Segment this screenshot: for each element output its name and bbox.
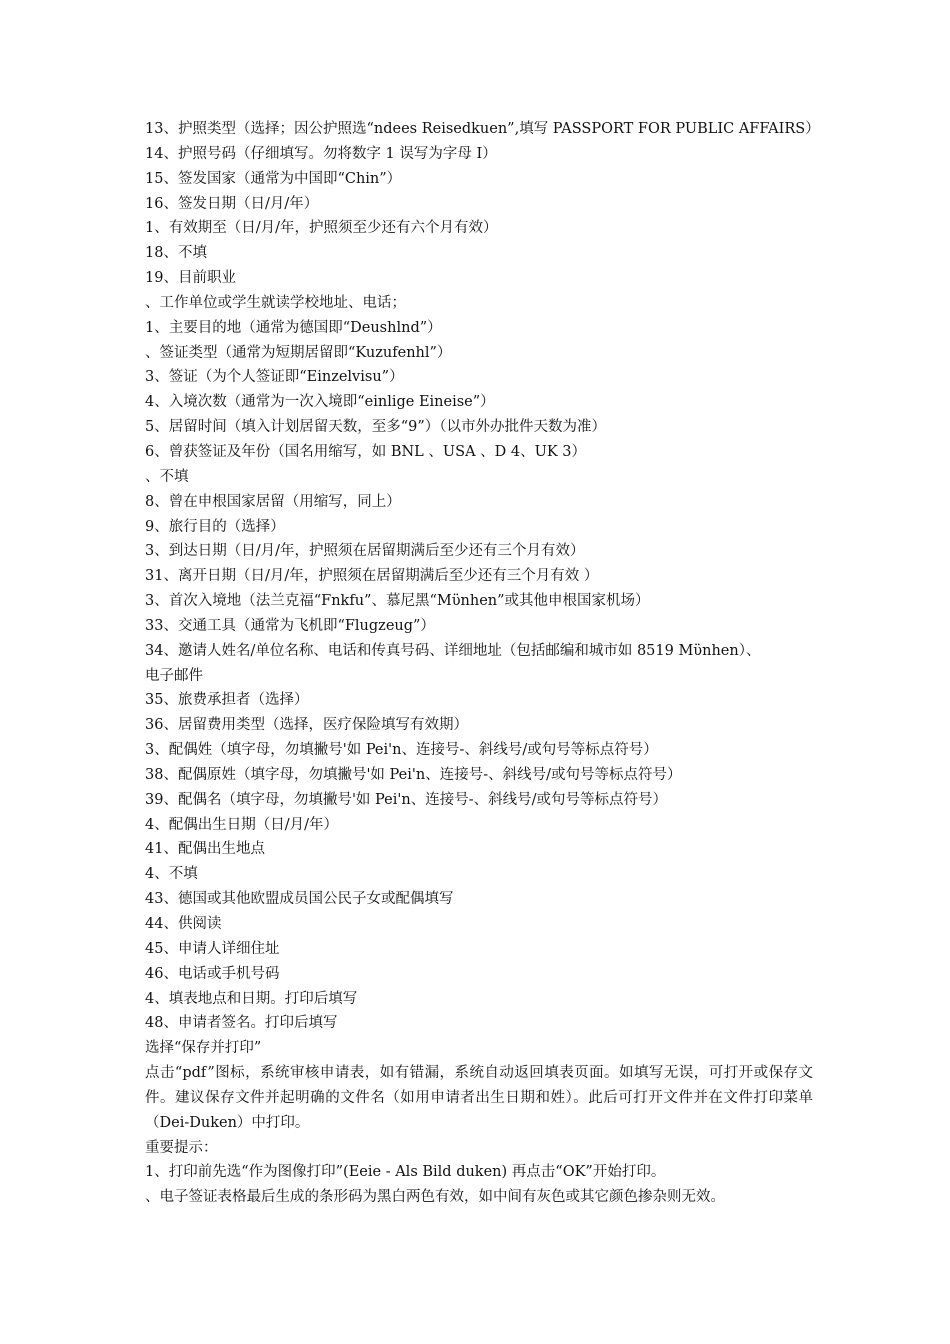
text-line: 19、目前职业	[145, 270, 236, 287]
text-line: 8、曾在申根国家居留（用缩写，同上）	[145, 493, 401, 510]
text-line: 1、有效期至（日/月/年，护照须至少还有六个月有效）	[145, 220, 498, 237]
text-line: 46、电话或手机号码	[145, 965, 280, 982]
note-line: 1、打印前先选“作为图像打印”(Eeie - Als Bild duken) 再点击“OK”开始打印。	[145, 1164, 666, 1181]
instruction-paragraph: 点击“pdf”图标，系统审核申请表，如有错漏，系统自动返回填表页面。如填写无误，可打开或保存文件。建议保存文件并起明确的文件名（如用申请者出生日期和姓）。此后可打开文件并在文件打印菜单（Dei-Duken）中打印。	[145, 1065, 813, 1131]
text-line: 4、入境次数（通常为一次入境即“einlige Eineise”）	[145, 394, 495, 411]
text-line: 、不填	[145, 468, 189, 485]
text-line: 38、配偶原姓（填字母，勿填撇号'如 Pei'n、连接号-、斜线号/或句号等标点符号）	[145, 766, 682, 783]
text-line: 36、居留费用类型（选择，医疗保险填写有效期）	[145, 717, 468, 734]
text-line: 41、配偶出生地点	[145, 841, 265, 858]
text-line: 35、旅费承担者（选择）	[145, 692, 309, 709]
text-line: 5、居留时间（填入计划居留天数，至多“9”）（以市外办批件天数为准）	[145, 419, 607, 436]
text-line: 、工作单位或学生就读学校地址、电话；	[145, 294, 406, 311]
text-line: 、签证类型（通常为短期居留即“Kuzufenhl”）	[145, 344, 452, 361]
text-line: 4、不填	[145, 866, 198, 883]
text-line: 48、申请者签名。打印后填写	[145, 1015, 338, 1032]
text-line: 4、填表地点和日期。打印后填写	[145, 990, 358, 1007]
text-line: 16、签发日期（日/月/年）	[145, 195, 319, 212]
text-line: 6、曾获签证及年份（国名用缩写，如 BNL 、USA 、D 4、UK 3）	[145, 443, 586, 460]
note-line: 、电子签证表格最后生成的条形码为黑白两色有效，如中间有灰色或其它颜色掺杂则无效。	[145, 1189, 725, 1206]
text-line: 3、到达日期（日/月/年，护照须在居留期满后至少还有三个月有效）	[145, 543, 585, 560]
text-line: 3、签证（为个人签证即“Einzelvisu”）	[145, 369, 404, 386]
text-line: 45、申请人详细住址	[145, 940, 280, 957]
notes-heading: 重要提示：	[145, 1139, 218, 1156]
text-line: 4、配偶出生日期（日/月/年）	[145, 816, 338, 833]
text-line: 3、首次入境地（法兰克福“Fnkfu”、慕尼黑“Mϋnhen”或其他申根国家机场）	[145, 593, 650, 610]
text-line: 14、护照号码（仔细填写。勿将数字 1 误写为字母 I）	[145, 145, 497, 162]
text-line: 34、邀请人姓名/单位名称、电话和传真号码、详细地址（包括邮编和城市如 8519 Mϋnhen）、	[145, 642, 761, 659]
text-line: 9、旅行目的（选择）	[145, 518, 285, 535]
text-line: 15、签发国家（通常为中国即“Chin”）	[145, 170, 402, 187]
text-line: 39、配偶名（填字母，勿填撇号'如 Pei'n、连接号-、斜线号/或句号等标点符号）	[145, 791, 667, 808]
text-line: 31、离开日期（日/月/年，护照须在居留期满后至少还有三个月有效 ）	[145, 568, 599, 585]
text-line: 选择“保存并打印”	[145, 1040, 262, 1057]
text-line: 44、供阅读	[145, 916, 222, 932]
text-line: 1、主要目的地（通常为德国即“Deushlnd”）	[145, 319, 442, 336]
text-line: 43、德国或其他欧盟成员国公民子女或配偶填写	[145, 891, 454, 908]
text-line: 电子邮件	[145, 667, 203, 684]
text-line: 18、不填	[145, 245, 207, 262]
text-line: 13、护照类型（选择；因公护照选“ndees Reisedkuen”,填写 PASSPORT FOR PUBLIC AFFAIRS）	[145, 121, 820, 137]
text-line: 33、交通工具（通常为飞机即“Flugzeug”）	[145, 617, 435, 634]
document-page	[145, 117, 820, 1210]
text-line: 3、配偶姓（填字母，勿填撇号'如 Pei'n、连接号-、斜线号/或句号等标点符号）	[145, 742, 658, 759]
